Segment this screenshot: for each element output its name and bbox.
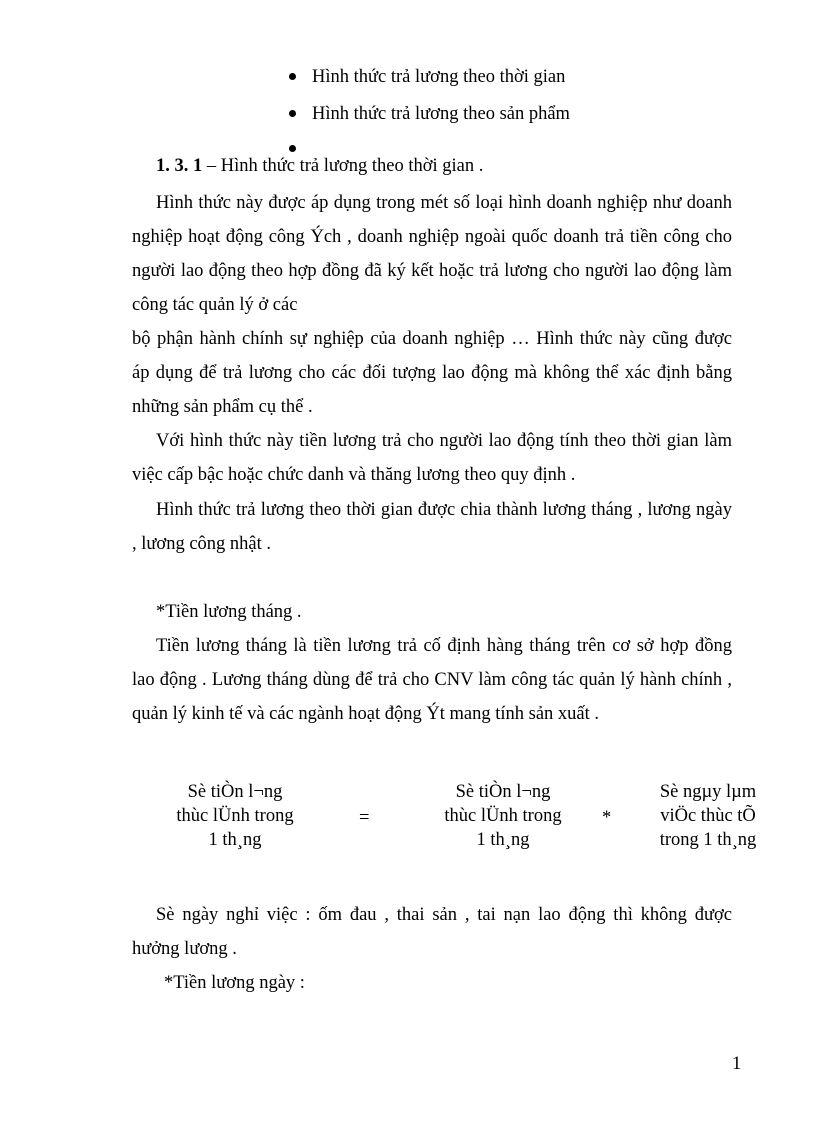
formula-left-line-2: thùc lÜnh trong (176, 806, 294, 826)
formula-left-line-3: 1 th¸ng (208, 830, 262, 850)
p2-line-2: việc cấp bậc hoặc chức danh và thăng lương theo quy định . (132, 465, 576, 485)
p2-line-1: Với hình thức này tiền lương trả cho người lao động tính theo thời gian làm (156, 431, 732, 451)
formula-right-line-1: Sè ngµy lµm (659, 782, 757, 802)
formula-equals-sign: = (359, 808, 370, 828)
p1-line-1: Hình thức này được áp dụng trong mét số loại hình doanh nghiệp như doanh (156, 193, 732, 213)
bullet-dot-2 (289, 110, 296, 117)
p5-line-1: Sè ngày nghỉ việc : ốm đau , thai sản , tai nạn lao động thì không được (156, 905, 732, 925)
bullet-item-1: Hình thức trả lương theo thời gian (312, 67, 566, 87)
p1-line-4: công tác quản lý ở các (132, 295, 298, 315)
formula-left-line-1: Sè tiÒn l¬ng (187, 782, 283, 802)
formula-middle-line-3: 1 th¸ng (476, 830, 530, 850)
p3-line-1: Hình thức trả lương theo thời gian được chia thành lương tháng , lương ngày (156, 500, 732, 520)
bullet-item-2: Hình thức trả lương theo sản phẩm (312, 104, 570, 124)
page-number: 1 (732, 1054, 742, 1074)
p4-line-1: Tiền lương tháng là tiền lương trả cố định hàng tháng trên cơ sở hợp đồng (156, 636, 732, 656)
section-heading (156, 154, 483, 178)
heading-day-salary: *Tiền lương ngày : (164, 973, 305, 993)
p4-line-3: quản lý kinh tế và các ngành hoạt động Ýt mang tính sản xuất . (132, 704, 600, 724)
bullet-dot-1 (289, 73, 296, 80)
p1-line-6: áp dụng để trả lương cho các đối tượng lao động mà không thể xác định bằng (132, 363, 732, 383)
bullet-dot-3 (289, 145, 296, 152)
p1-line-7: những sản phẩm cụ thể . (132, 397, 313, 417)
p3-line-2: , lương công nhật . (132, 534, 272, 554)
p1-line-5: bộ phận hành chính sự nghiệp của doanh nghiệp … Hình thức này cũng được (132, 329, 732, 349)
formula-middle-line-2: thùc lÜnh trong (444, 806, 562, 826)
formula-multiply-sign: * (602, 808, 612, 828)
p1-line-2: nghiệp hoạt động công Ých , doanh nghiệp ngoài quốc doanh trả tiền công cho (132, 227, 732, 247)
formula-right-line-2: viÖc thùc tÕ (660, 806, 756, 826)
formula-right-line-3: trong 1 th¸ng (659, 830, 757, 850)
p1-line-3: người lao động theo hợp đồng đã ký kết hoặc trả lương cho người lao động làm (132, 261, 732, 281)
section-number: 1. 3. 1 (156, 156, 203, 176)
formula-middle-line-1: Sè tiÒn l¬ng (455, 782, 551, 802)
p4-line-2: lao động . Lương tháng dùng để trả cho CNV làm công tác quản lý hành chính , (132, 670, 732, 690)
p5-line-2: hưởng lương . (132, 939, 237, 959)
section-title: – Hình thức trả lương theo thời gian . (202, 156, 484, 176)
heading-month-salary: *Tiền lương tháng . (156, 602, 302, 622)
